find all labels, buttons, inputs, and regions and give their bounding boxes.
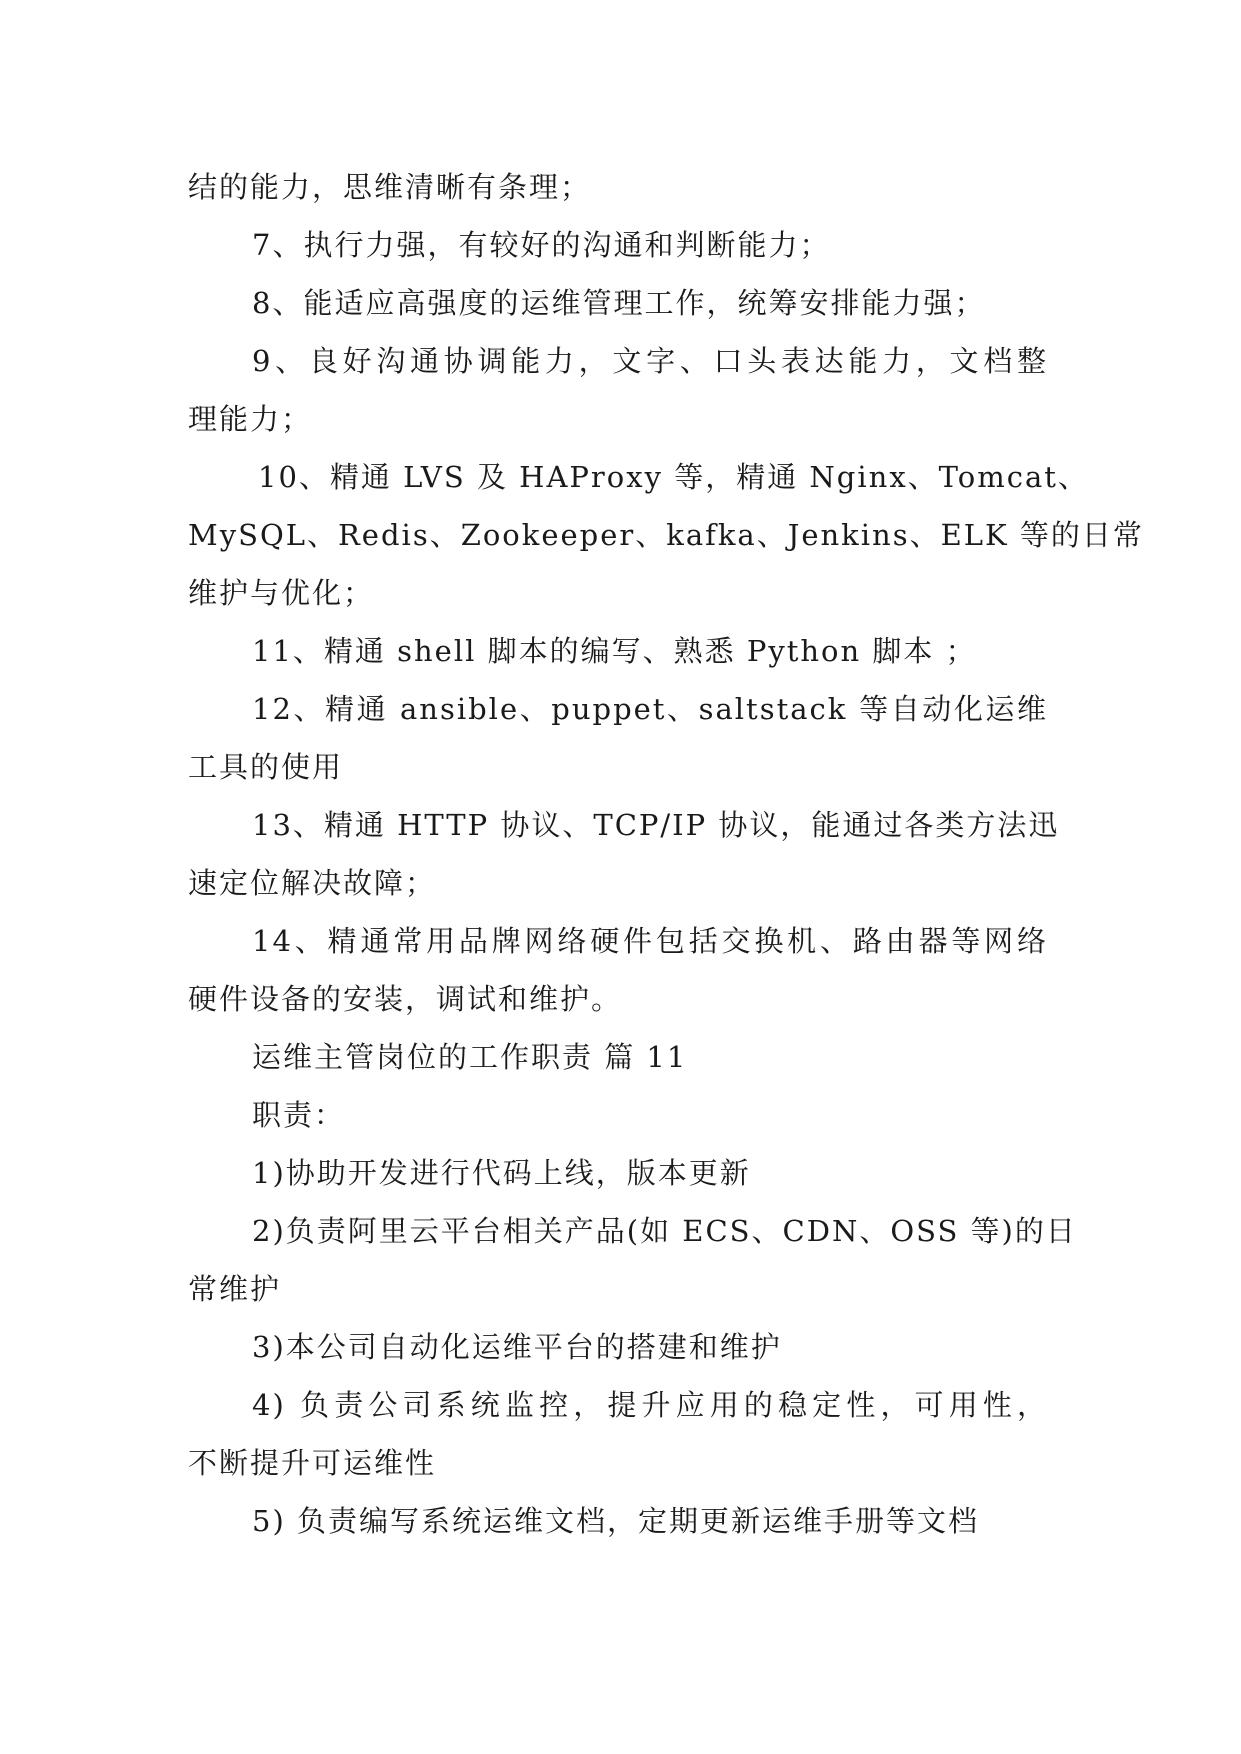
duty-item-1: 1)协助开发进行代码上线，版本更新 xyxy=(252,1156,751,1190)
paragraph-line: 不断提升可运维性 xyxy=(188,1446,437,1480)
duty-item-2: 2)负责阿里云平台相关产品(如 ECS、CDN、OSS 等)的日 xyxy=(252,1214,1077,1248)
duties-label: 职责： xyxy=(252,1098,346,1132)
paragraph-line: 维护与优化； xyxy=(188,576,375,610)
section-heading: 运维主管岗位的工作职责 篇 11 xyxy=(252,1040,688,1074)
list-item-8: 8、能适应高强度的运维管理工作，统筹安排能力强； xyxy=(252,286,986,320)
list-item-11: 11、精通 shell 脚本的编写、熟悉 Python 脚本 ； xyxy=(252,634,977,668)
duty-item-5: 5) 负责编写系统运维文档，定期更新运维手册等文档 xyxy=(252,1504,979,1538)
paragraph-line: 速定位解决故障； xyxy=(188,866,437,900)
paragraph-line: MySQL、Redis、Zookeeper、kafka、Jenkins、ELK 等的日常 xyxy=(188,518,1144,552)
paragraph-line: 工具的使用 xyxy=(188,750,344,784)
list-item-14: 14、精通常用品牌网络硬件包括交换机、路由器等网络 xyxy=(252,924,1048,958)
list-item-12: 12、精通 ansible、puppet、saltstack 等自动化运维 xyxy=(252,692,1048,726)
duty-item-3: 3)本公司自动化运维平台的搭建和维护 xyxy=(252,1330,782,1364)
paragraph-line: 硬件设备的安装，调试和维护。 xyxy=(188,982,623,1016)
paragraph-line: 常维护 xyxy=(188,1272,282,1306)
duty-item-4: 4) 负责公司系统监控，提升应用的稳定性，可用性， xyxy=(252,1388,1048,1422)
document-body xyxy=(188,158,1144,1550)
paragraph-line: 结的能力，思维清晰有条理； xyxy=(188,170,592,204)
list-item-13: 13、精通 HTTP 协议、TCP/IP 协议，能通过各类方法迅 xyxy=(252,808,1060,842)
paragraph-line: 理能力； xyxy=(188,402,313,436)
list-item-7: 7、执行力强，有较好的沟通和判断能力； xyxy=(252,228,831,262)
list-item-9: 9、良好沟通协调能力，文字、口头表达能力，文档整 xyxy=(252,344,1048,378)
list-item-10: 10、精通 LVS 及 HAProxy 等，精通 Nginx、Tomcat、 xyxy=(258,460,1089,494)
